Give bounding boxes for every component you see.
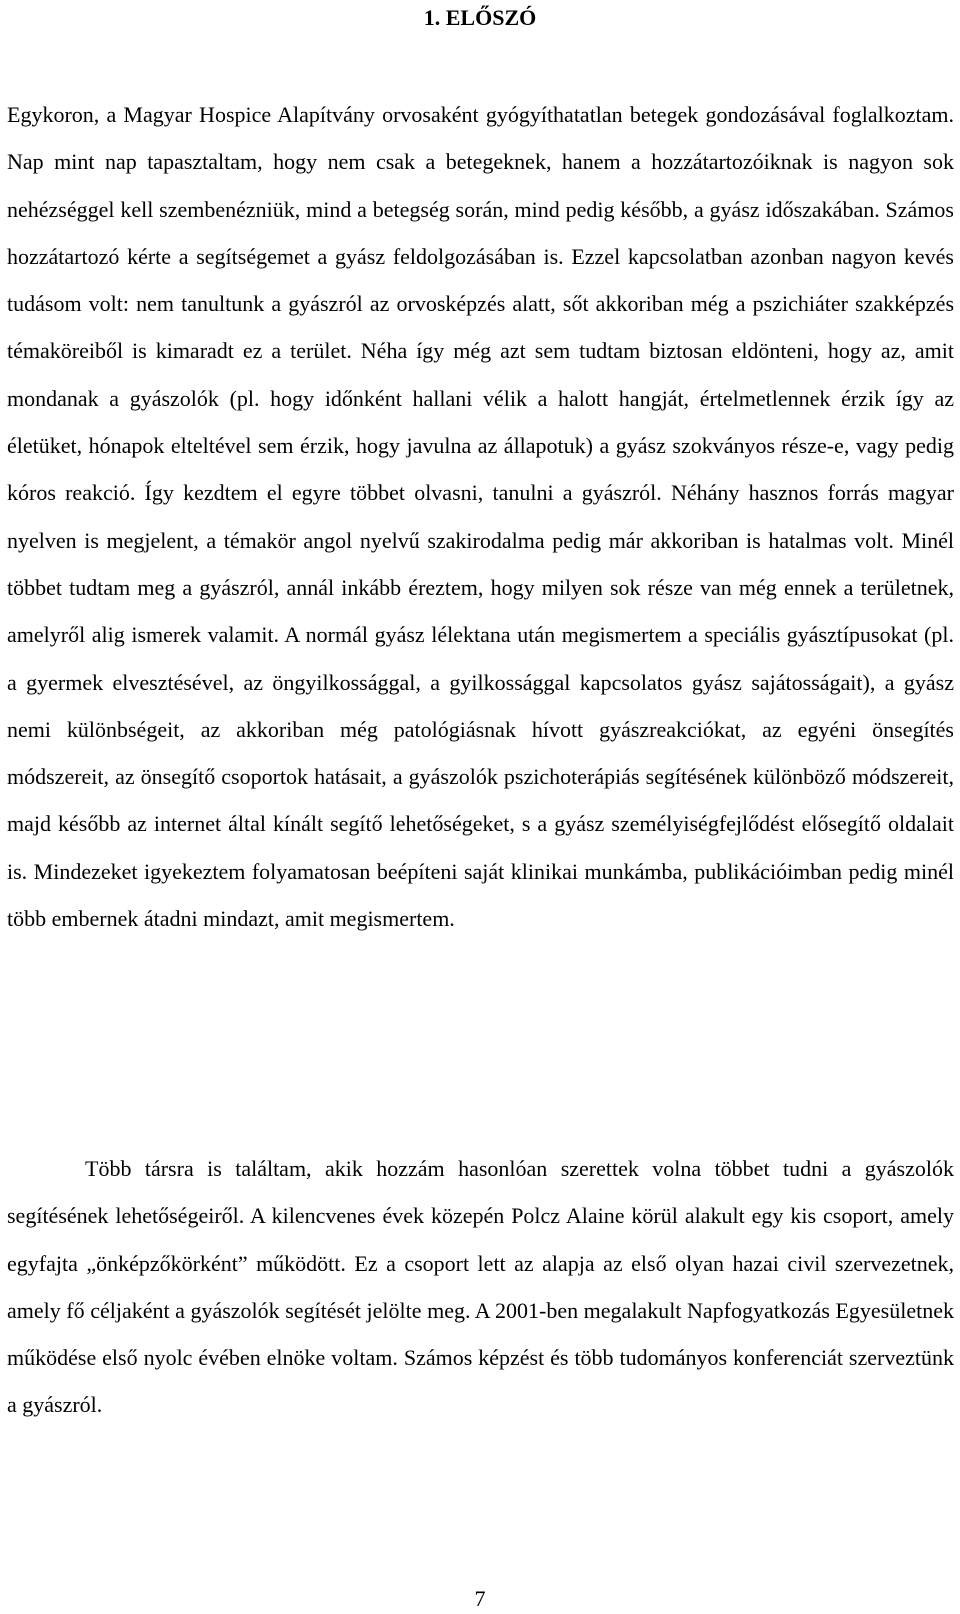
paragraph-2: Több társra is találtam, akik hozzám hasonlóan szerettek volna többet tudni a gyászolók segítésének lehetőségeiről. A kilencvenes évek közepén Polcz Alaine körül alakult egy kis csoport, amely egyfajta „önképzőkörként” működött. Ez a csoport lett az alapja az első olyan hazai civil szervezetnek, amely fő céljaként a gyászolók segítését jelölte meg. A 2001-ben megalakult Napfogyatkozás Egyesületnek működése első nyolc évében elnöke voltam. Számos képzést és több tudományos konferenciát szerveztünk a gyászról.: [7, 1156, 954, 1418]
paragraph-1: Egykoron, a Magyar Hospice Alapítvány orvosaként gyógyíthatatlan betegek gondozásával foglalkoztam. Nap mint nap tapasztaltam, hogy nem csak a betegeknek, hanem a hozzátartozóiknak is nagyon sok nehézséggel kell szembenézniük, mind a betegség során, mind pedig később, a gyász időszakában. Számos hozzátartozó kérte a segítségemet a gyász feldolgozásában is. Ezzel kapcsolatban azonban nagyon kevés tudásom volt: nem tanultunk a gyászról az orvosképzés alatt, sőt akkoriban még a pszichiáter szakképzés témaköreiből is kimaradt ez a terület. Néha így még azt sem tudtam biztosan eldönteni, hogy az, amit mondanak a gyászolók (pl. hogy időnként hallani vélik a halott hangját, értelmetlennek érzik így az életüket, hónapok elteltével sem érzik, hogy javulna az állapotuk) a gyász szokványos része-e, vagy pedig kóros reakció. Így kezdtem el egyre többet olvasni, tanulni a gyászról. Néhány hasznos forrás magyar nyelven is megjelent, a témakör angol nyelvű szakirodalma pedig már akkoriban is hatalmas volt. Minél többet tudtam meg a gyászról, annál inkább éreztem, hogy milyen sok része van még ennek a területnek, amelyről alig ismerek valamit. A normál gyász lélektana után megismertem a speciális gyásztípusokat (pl. a gyermek elvesztésével, az öngyilkossággal, a gyilkossággal kapcsolatos gyász sajátosságait), a gyász nemi különbségeit, az akkoriban még patológiásnak hívott gyászreakciókat, az egyéni önsegítés módszereit, az önsegítő csoportok hatásait, a gyászolók pszichoterápiás segítésének különböző módszereit, majd később az internet által kínált segítő lehetőségeket, s a gyász személyiségfejlődést elősegítő oldalait is. Mindezeket igyekeztem folyamatosan beépíteni saját klinikai munkámba, publikációimban pedig minél több embernek átadni mindazt, amit megismertem.: [7, 102, 954, 932]
chapter-title: 1. ELŐSZÓ: [423, 5, 537, 30]
page-number: 7: [474, 1586, 486, 1611]
